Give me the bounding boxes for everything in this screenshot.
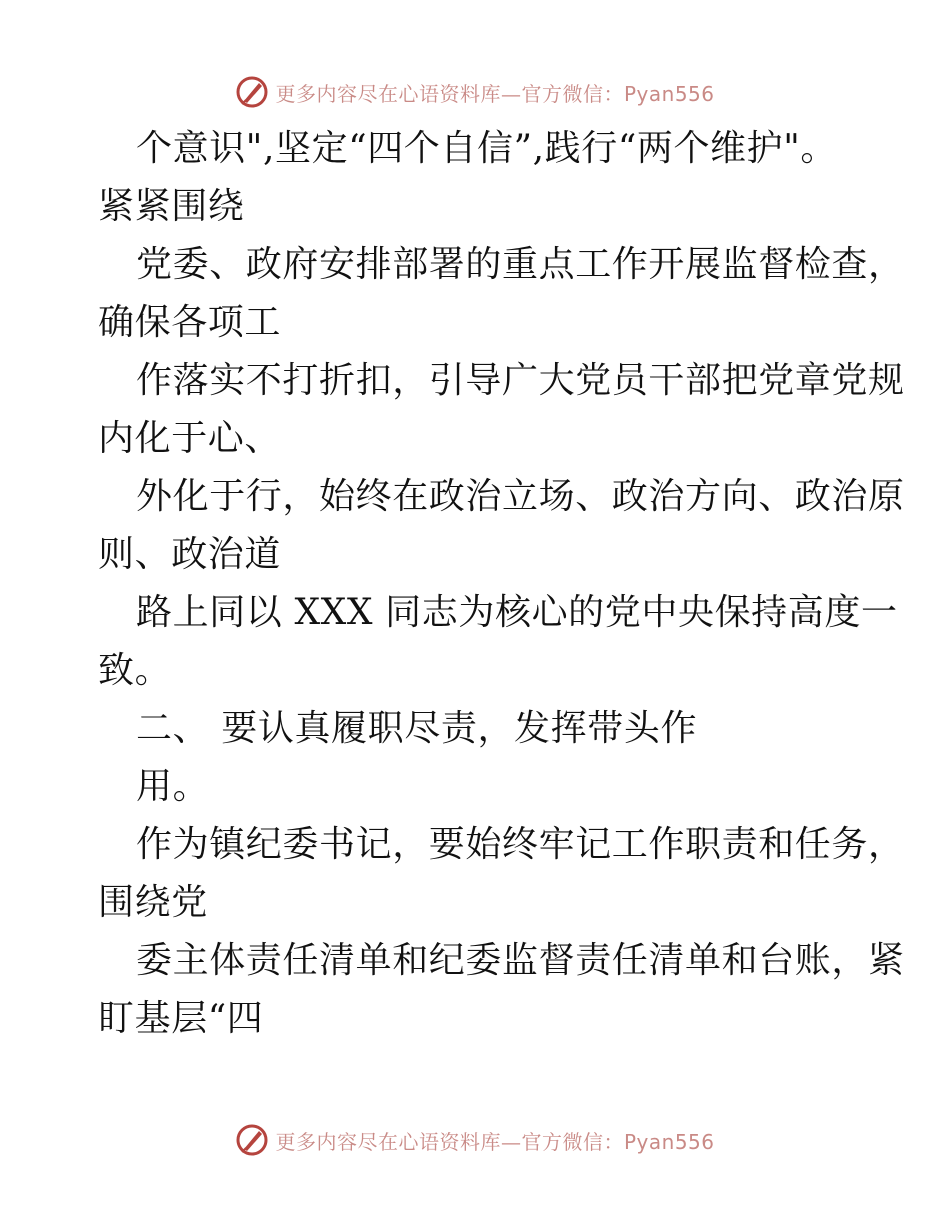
text-line: 作落实不打折扣，引导广大党员干部把党章党规 <box>136 360 905 401</box>
footer-watermark <box>0 1120 950 1160</box>
text-line: 紧紧围绕 <box>98 186 245 227</box>
text-line: 内化于心、 <box>98 418 282 459</box>
text-line: 确保各项工 <box>98 302 282 343</box>
text-line: 作为镇纪委书记，要始终牢记工作职责和任务， <box>136 824 905 865</box>
watermark-label: 更多内容尽在心语资料库—官方微信： <box>275 81 624 106</box>
text-line: 盯基层“四 <box>98 998 264 1039</box>
watermark-wechat-id: Pyan556 <box>623 1129 715 1154</box>
watermark-text <box>275 1126 714 1155</box>
watermark-label: 更多内容尽在心语资料库—官方微信： <box>275 1129 624 1154</box>
quill-logo-icon <box>235 1123 269 1157</box>
text-line: 个意识",坚定“四个自信”,践行“两个维护"。 <box>136 128 838 169</box>
section-heading: 二、 要认真履职尽责，发挥带头作 <box>136 708 698 749</box>
text-line: 围绕党 <box>98 882 208 923</box>
watermark-text <box>275 78 714 107</box>
text-line: 则、政治道 <box>98 534 282 575</box>
document-body <box>98 120 905 1048</box>
quill-logo-icon <box>235 75 269 109</box>
header-watermark <box>0 72 950 112</box>
text-line: 路上同以 XXX 同志为核心的党中央保持高度一 <box>136 592 898 633</box>
text-line: 党委、政府安排部署的重点工作开展监督检查， <box>136 244 905 285</box>
text-line: 致。 <box>98 650 172 691</box>
text-line: 用。 <box>136 766 210 807</box>
watermark-wechat-id: Pyan556 <box>623 81 715 106</box>
text-line: 委主体责任清单和纪委监督责任清单和台账，紧 <box>136 940 905 981</box>
text-line: 外化于行，始终在政治立场、政治方向、政治原 <box>136 476 905 517</box>
